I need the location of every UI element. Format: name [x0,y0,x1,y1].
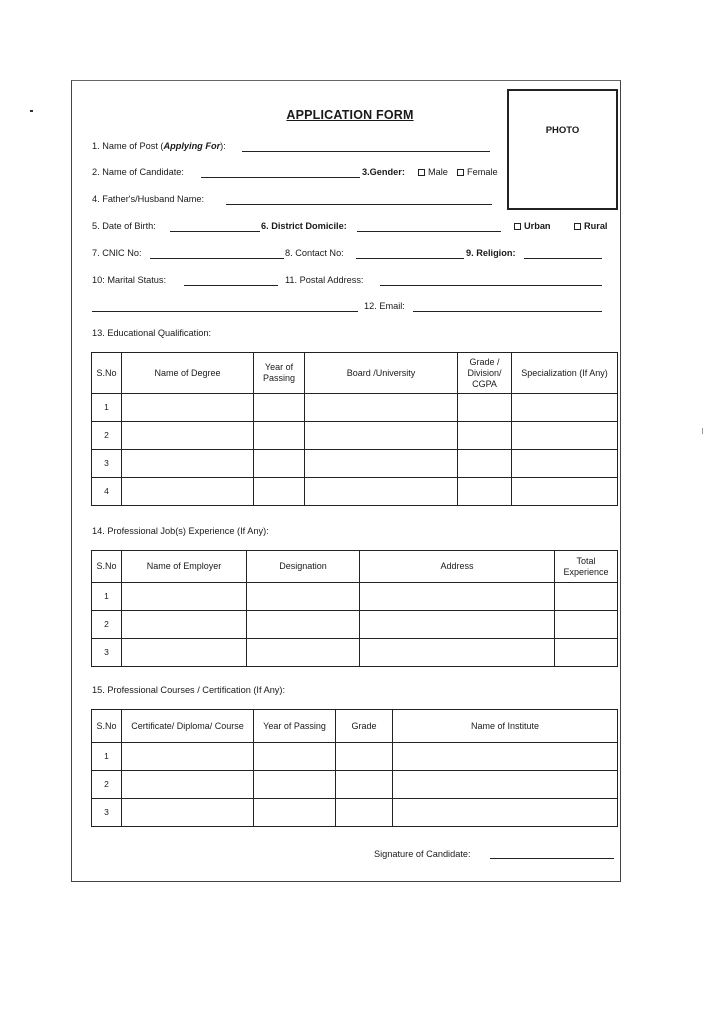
gender-female-option[interactable]: Female [457,167,498,177]
row-number: 3 [92,639,122,667]
table-cell[interactable] [122,743,254,771]
table-cell[interactable] [305,478,458,506]
table-cell[interactable] [458,478,512,506]
scan-speck [30,110,33,112]
row-number: 1 [92,583,122,611]
table-header-row [92,710,618,743]
table-cell[interactable] [512,478,618,506]
contact-label: 8. Contact No: [285,248,344,258]
religion-field[interactable] [524,258,602,259]
row-number: 2 [92,771,122,799]
table-cell[interactable] [512,450,618,478]
courses-heading: 15. Professional Courses / Certification (If Any): [92,685,286,695]
table-cell[interactable] [393,799,618,827]
table-row [92,394,618,422]
table-cell[interactable] [555,583,618,611]
table-row [92,611,618,639]
table-header-row [92,353,618,394]
table-cell[interactable] [555,639,618,667]
table-cell[interactable] [458,394,512,422]
checkbox-icon [457,169,464,176]
table-cell[interactable] [122,394,254,422]
header-cell: S.No [92,551,122,583]
header-cell: Specialization (If Any) [512,353,618,394]
table-cell[interactable] [254,743,336,771]
row-number: 4 [92,478,122,506]
table-cell[interactable] [393,743,618,771]
table-cell[interactable] [458,450,512,478]
marital-field[interactable] [184,285,278,286]
domicile-field[interactable] [357,231,501,232]
table-cell[interactable] [336,799,393,827]
table-cell[interactable] [254,799,336,827]
table-cell[interactable] [247,583,360,611]
table-cell[interactable] [122,771,254,799]
scan-speck [702,428,703,434]
table-cell[interactable] [254,771,336,799]
candidate-field[interactable] [201,177,360,178]
table-cell[interactable] [305,394,458,422]
table-cell[interactable] [122,639,247,667]
signature-field[interactable] [490,858,614,859]
table-cell[interactable] [122,422,254,450]
header-cell: Year of Passing [254,353,305,394]
contact-field[interactable] [356,258,464,259]
header-cell: Board /University [305,353,458,394]
father-label: 4. Father's/Husband Name: [92,194,205,204]
row-number: 2 [92,422,122,450]
religion-label: 9. Religion: [466,248,516,258]
postal-label: 11. Postal Address: [285,275,364,285]
table-cell[interactable] [122,583,247,611]
header-cell: S.No [92,710,122,743]
header-cell: Grade [336,710,393,743]
postal-field[interactable] [380,285,602,286]
table-cell[interactable] [360,583,555,611]
post-label: 1. Name of Post (Applying For): [92,141,226,151]
table-cell[interactable] [254,450,305,478]
table-row [92,771,618,799]
checkbox-icon [514,223,521,230]
table-cell[interactable] [512,422,618,450]
row-number: 3 [92,450,122,478]
email-field[interactable] [413,311,602,312]
table-row [92,639,618,667]
header-cell: S.No [92,353,122,394]
form-title: APPLICATION FORM [286,108,414,122]
table-cell[interactable] [122,450,254,478]
rural-option[interactable]: Rural [574,221,608,231]
checkbox-icon [418,169,425,176]
education-heading: 13. Educational Qualification: [92,328,212,338]
table-cell[interactable] [555,611,618,639]
table-cell[interactable] [247,639,360,667]
table-row [92,478,618,506]
table-cell[interactable] [122,799,254,827]
photo-label: PHOTO [545,125,580,136]
courses-table [91,709,618,827]
table-cell[interactable] [393,771,618,799]
photo-box[interactable] [507,89,618,210]
header-cell: Address [360,551,555,583]
checkbox-icon [574,223,581,230]
table-row [92,743,618,771]
header-cell: Name of Employer [122,551,247,583]
table-cell[interactable] [122,611,247,639]
table-cell[interactable] [254,478,305,506]
header-cell: Certificate/ Diploma/ Course [122,710,254,743]
table-row [92,583,618,611]
header-cell: Total Experience [555,551,618,583]
row-number: 1 [92,743,122,771]
row-number: 3 [92,799,122,827]
email-label: 12. Email: [364,301,405,311]
domicile-label: 6. District Domicile: [261,221,347,231]
table-cell[interactable] [254,422,305,450]
experience-table [91,550,618,667]
header-cell: Year of Passing [254,710,336,743]
experience-heading: 14. Professional Job(s) Experience (If Any): [92,526,269,536]
dob-field[interactable] [170,231,260,232]
signature-label: Signature of Candidate: [374,849,471,859]
table-row [92,422,618,450]
table-cell[interactable] [512,394,618,422]
dob-label: 5. Date of Birth: [92,221,156,231]
table-row [92,450,618,478]
candidate-label: 2. Name of Candidate: [92,167,184,177]
postal-field-line2[interactable] [92,311,358,312]
table-cell[interactable] [360,611,555,639]
table-cell[interactable] [336,771,393,799]
table-row [92,799,618,827]
table-cell[interactable] [336,743,393,771]
father-field[interactable] [226,204,492,205]
education-table [91,352,618,506]
gender-male-option[interactable]: Male [418,167,448,177]
header-cell: Designation [247,551,360,583]
header-cell: Grade / Division/ CGPA [458,353,512,394]
table-cell[interactable] [305,422,458,450]
table-cell[interactable] [122,478,254,506]
header-cell: Name of Degree [122,353,254,394]
row-number: 1 [92,394,122,422]
header-cell: Name of Institute [393,710,618,743]
post-field[interactable] [242,151,490,152]
table-cell[interactable] [305,450,458,478]
cnic-label: 7. CNIC No: [92,248,142,258]
table-cell[interactable] [458,422,512,450]
gender-label: 3.Gender: [362,167,405,177]
table-cell[interactable] [247,611,360,639]
row-number: 2 [92,611,122,639]
table-cell[interactable] [254,394,305,422]
urban-option[interactable]: Urban [514,221,551,231]
cnic-field[interactable] [150,258,284,259]
table-header-row [92,551,618,583]
marital-label: 10: Marital Status: [92,275,167,285]
table-cell[interactable] [360,639,555,667]
